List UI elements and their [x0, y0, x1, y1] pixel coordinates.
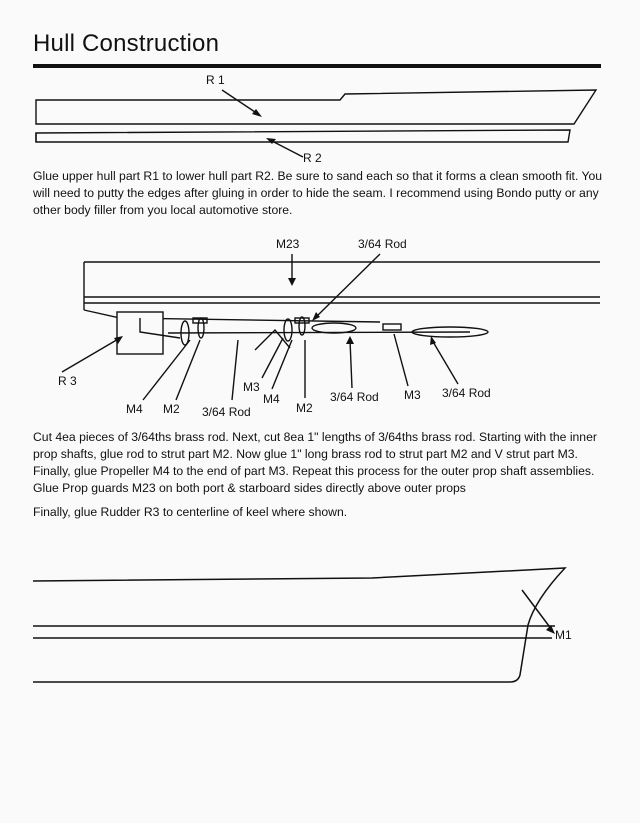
label-m3-mid: M3 [243, 380, 260, 394]
label-r1: R 1 [206, 73, 225, 87]
label-m1: M1 [555, 628, 572, 642]
prop-shaft-instructions: Cut 4ea pieces of 3/64ths brass rod. Next, cut 8ea 1" lengths of 3/64ths brass rod. Starting with the inner prop shafts, glue rod to strut part M2. Now glue 1" long brass rod to strut part M2 and V strut part M3. Finally, glue Propeller M4 to the end of part M3. Repeat this process for the outer prop shaft assemblies. Glue Prop guards M23 on both port & starboard sides directly above outer props [33, 430, 597, 495]
rudder-instructions: Finally, glue Rudder R3 to centerline of keel where shown. [33, 505, 348, 519]
label-r3: R 3 [58, 374, 77, 388]
label-rod-mid: 3/64 Rod [330, 390, 379, 404]
label-m2-mid: M2 [296, 401, 313, 415]
label-rod-top: 3/64 Rod [358, 237, 407, 251]
bow-part-m1 [33, 568, 565, 682]
label-m2-left: M2 [163, 402, 180, 416]
label-rod-left: 3/64 Rod [202, 405, 251, 419]
label-r2: R 2 [303, 151, 322, 165]
label-m4-left: M4 [126, 402, 143, 416]
label-m23: M23 [276, 237, 300, 251]
label-m3-right: M3 [404, 388, 421, 402]
label-m4-mid: M4 [263, 392, 280, 406]
label-rod-right: 3/64 Rod [442, 386, 491, 400]
hull-joining-instructions: Glue upper hull part R1 to lower hull part R2. Be sure to sand each so that it forms a clean smooth fit. You will need to putty the edges after gluing in order to hide the seam. I recommend using Bondo putty or any other body filler from you local automotive store. [33, 169, 603, 217]
page-title: Hull Construction [33, 30, 220, 57]
